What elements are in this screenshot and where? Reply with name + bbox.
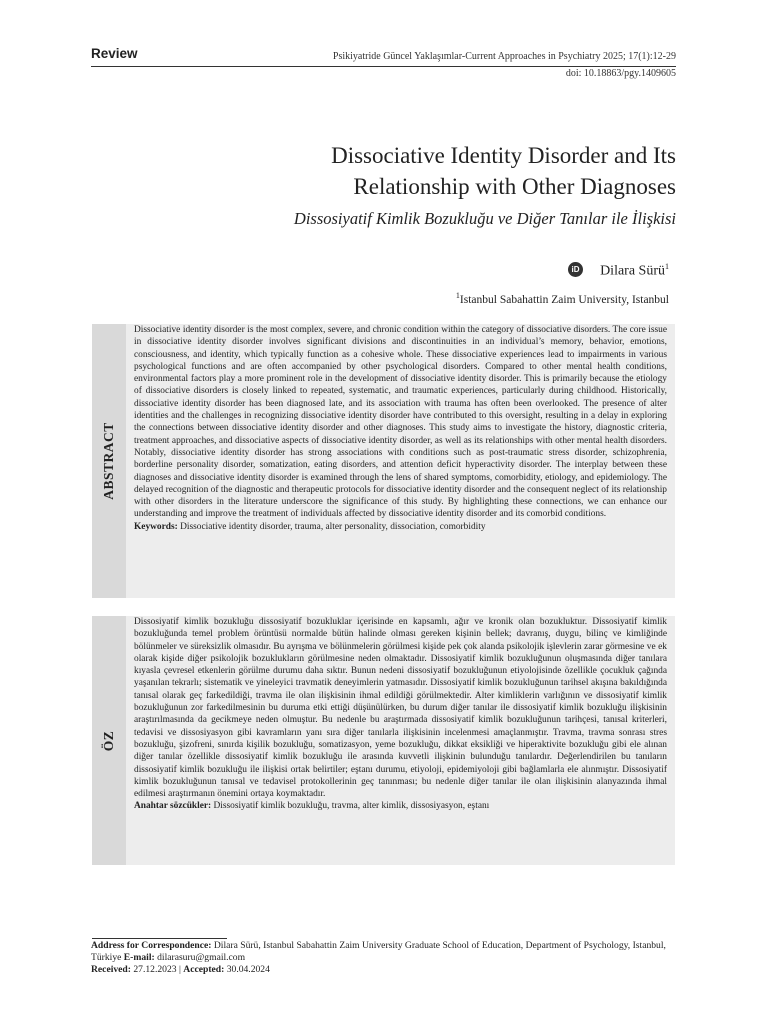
received-date: 27.12.2023 <box>133 964 177 976</box>
anahtar-sozcukler-label: Anahtar sözcükler: <box>134 801 212 812</box>
anahtar-sozcukler-text: Dissosiyatif kimlik bozukluğu, travma, alter kimlik, dissosiyasyon, eştanı <box>213 801 490 812</box>
abstract-side-tab <box>92 324 126 598</box>
abstract-keywords <box>134 521 667 533</box>
dates-line <box>91 964 677 976</box>
header-divider <box>91 66 676 67</box>
affiliation-marker: 1 <box>455 291 460 300</box>
oz-keywords <box>134 800 667 812</box>
keywords-text: Dissociative identity disorder, trauma, alter personality, dissociation, comorbidity <box>180 521 486 532</box>
author-affiliation-marker: 1 <box>665 262 669 271</box>
oz-text: Dissosiyatif kimlik bozukluğu dissosiyatif bozukluklar içerisinde en kapsamlı, ağır ve kronik olan bozukluktur. Dissosiyatif kimlik bozukluğunda temel problem örüntüsü normalde bütün halinde olması gereken kişinin bellek; davranış, duygu, bilinç ve kimliğinde bölünmeler ve süreksizlik olmasıdır. Bu ayrışma ve bölünmelerin görülmesi kişide pek çok alanda psikolojik işlevlerin zarar görmesine ve ek olarak kişide diğer psikolojik bozuklukların görülmesine neden olmaktadır. Dissosiyatif kimlik bozukluğunun oluşmasında diğer tanılara kıyasla çevresel etkenlerin görülme durumu daha sıktır. Bunun nedeni dissosiyatif bozukluğunun etiyolojisinde özellikle çocukluk çağında yaşanılan tekrarlı; sistematik ve yineleyici travmatik deneyimlerin yatmasıdır. Dissosiyatif kimlik bozukluğunun tarihsel akışına bakıldığında tanısal olarak geç farkedildiği, travma ile olan ilişkisinin ihmal edildiği görülmektedir. Alter kimliklerin varlığının ve dissosiyatif kimlik bozukluğunun zor farkedilmesinin bu duruma etki ettiği düşünülürken, bu durum diğer tanılar ile dissosiyatif kimlik bozukluğu ilişkisinin araştırılmasında da gecikmeye neden olmuştur. Bu nedenle bu araştırmada dissosiyatif kimlik bozukluğunun tarihçesi, tanısal kriterleri, tedavisi ve dissosiyasyon gibi kavramların yanı sıra diğer tanılarla ilişkisinin incelenmesi amaçlanmıştır. Travma, travma sonrası stres bozukluğu, şizofreni, sınırda kişilik bozukluğu, somatizasyon, yeme bozukluğu, dikkat eksikliği ve hiperaktivite bozukluğu gibi ele alınan diğer tanılar özellikle dissosiyatif kimlik bozukluğu ile arasında kuvvetli ilişkinin bulunduğu tanılardır. Değerlendirilen bu tanıların dissosiyatif kimlik bozukluğu ile ilişkisi ortak belirtiler; eştanı durumu, etiyoloji, epidemiyoloji gibi bağlamlarla ele alınmıştır. Dissosiyatif kimlik bozukluğunun tanısal ve tedavisel protokollerinin geç tanınması; bu nedenle diğer tanılar ile olan ilişkisinin alanyazında ihmal edilmesi araştırmanın önemini ortaya koymaktadır. <box>134 617 667 800</box>
abstract-box <box>92 324 675 598</box>
title-line-2: Relationship with Other Diagnoses <box>353 174 676 199</box>
email-label: E-mail: <box>123 952 155 964</box>
oz-content <box>134 616 667 813</box>
received-label: Received: <box>91 964 131 976</box>
oz-side-tab <box>92 616 126 865</box>
affiliation-line <box>456 291 669 306</box>
affiliation-text: Istanbul Sabahattin Zaim University, Istanbul <box>459 293 669 306</box>
journal-citation: Psikiyatride Güncel Yaklaşımlar-Current Approaches in Psychiatry 2025; 17(1):12-29 <box>332 51 676 62</box>
abstract-text: Dissociative identity disorder is the most complex, severe, and chronic condition within the category of dissociative disorders. The core issue in dissociative identity disorder involves significant divisions and discontinuities in an individual’s memory, behavior, emotions, consciousness, and identity, which typically function as a cohesive whole. These dissociative experiences lead to impairments in various psychological functions and are often accompanied by other psychological disorders. Compared to other mental health conditions, environmental factors play a more prominent role in the development of dissociative identity disorder. This is primarily because the etiology of dissociative disorders is closely linked to repeated, systematic, and traumatic experiences, particularly during childhood. Historically, dissociative identity disorder has been diagnosed late, and its association with trauma has often been overlooked. The presence of alter identities and the challenges in recognizing dissociative identity disorder have contributed to this oversight, resulting in a delay in exploring the connections between dissociative identity disorder and other diagnoses. This study aims to investigate the history, diagnostic criteria, treatment approaches, and dissociative aspects of dissociative identity disorder, as well as its relationships with other mental health disorders. Notably, dissociative identity disorder has strong associations with conditions such as post-traumatic stress disorder, schizophrenia, borderline personality disorder, somatization, eating disorders, and attention deficit hyperactivity disorder. The interplay between these diagnoses and dissociative identity disorder is examined through the lens of shared symptoms, comorbidity, etiology, and epidemiology. The delayed recognition of the diagnostic and therapeutic protocols for dissociative identity disorder and the consequent neglect of its relationship with other disorders in the literature underscore the significance of this study. By highlighting these connections, we can enhance our understanding and improve the treatment of individuals affected by dissociative identity disorder and its comorbid conditions. <box>134 325 667 520</box>
date-separator: | <box>178 964 181 976</box>
correspondence-label: Address for Correspondence: <box>91 940 212 951</box>
article-subtitle-turkish: Dissosiyatif Kimlik Bozukluğu ve Diğer Tanılar ile İlişkisi <box>293 209 676 228</box>
oz-box <box>92 616 675 865</box>
email-link[interactable]: dilarasuru@gmail.com <box>157 952 246 964</box>
keywords-label: Keywords: <box>134 521 178 532</box>
article-type-label: Review <box>91 46 138 61</box>
correspondence-text: Dilara Sürü, Istanbul Sabahattin Zaim University Graduate School of Education, Department of Psychology, Istanbul, Türkiye <box>91 940 666 964</box>
accepted-label: Accepted: <box>183 964 225 976</box>
accepted-date: 30.04.2024 <box>226 964 270 976</box>
author-name: Dilara Sürü <box>600 263 665 279</box>
author-line <box>600 262 669 280</box>
abstract-label: ABSTRACT <box>101 422 116 500</box>
correspondence-address <box>91 940 677 964</box>
title-line-1: Dissociative Identity Disorder and Its <box>331 143 676 168</box>
orcid-icon[interactable]: iD <box>568 262 583 277</box>
doi-link[interactable]: doi: 10.18863/pgy.1409605 <box>565 68 676 79</box>
abstract-content <box>134 324 667 533</box>
footer-divider <box>92 938 227 939</box>
article-title <box>116 140 676 202</box>
oz-label: ÖZ <box>101 730 116 751</box>
correspondence-footer <box>91 940 677 977</box>
